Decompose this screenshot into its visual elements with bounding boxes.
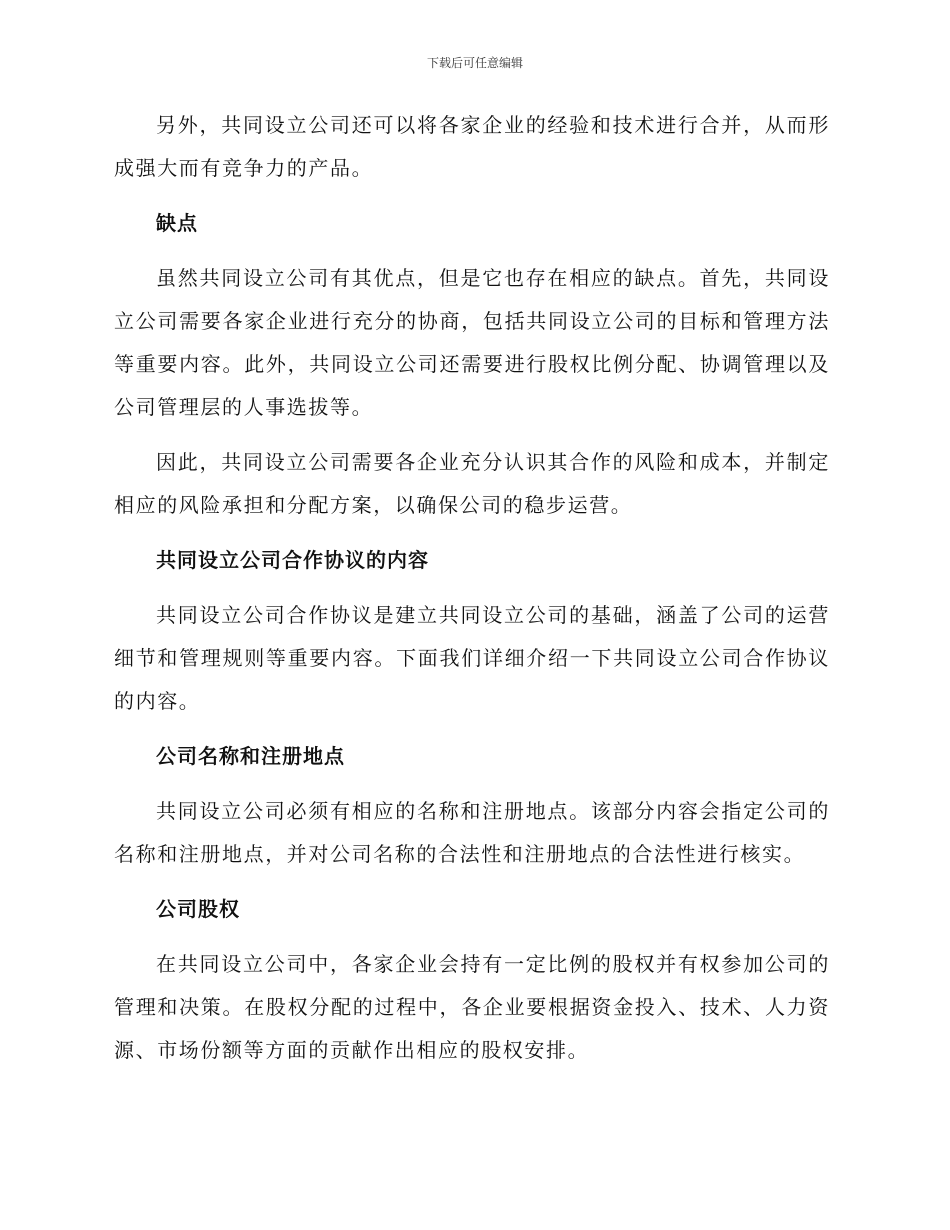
paragraph-company-name-location: 共同设立公司必须有相应的名称和注册地点。该部分内容会指定公司的名称和注册地点，并对公司名称的合法性和注册地点的合法性进行核实。 [114, 799, 830, 866]
paragraph-risk-cost: 因此，共同设立公司需要各企业充分认识其合作的风险和成本，并制定相应的风险承担和分配方案，以确保公司的稳步运营。 [114, 450, 830, 517]
paragraph-company-equity: 在共同设立公司中，各家企业会持有一定比例的股权并有权参加公司的管理和决策。在股权分配的过程中，各企业要根据资金投入、技术、人力资源、市场份额等方面的贡献作出相应的股权安排。 [114, 952, 830, 1062]
paragraph-disadvantages: 虽然共同设立公司有其优点，但是它也存在相应的缺点。首先，共同设立公司需要各家企业进行充分的协商，包括共同设立公司的目标和管理方法等重要内容。此外，共同设立公司还需要进行股权比例分配、协调管理以及公司管理层的人事选拔等。 [114, 266, 830, 419]
paragraph-agreement-intro: 共同设立公司合作协议是建立共同设立公司的基础，涵盖了公司的运营细节和管理规则等重要内容。下面我们详细介绍一下共同设立公司合作协议的内容。 [114, 603, 830, 713]
heading-agreement-content: 共同设立公司合作协议的内容 [156, 548, 429, 572]
heading-company-name-location: 公司名称和注册地点 [156, 744, 345, 768]
page-header: 下载后可任意编辑 [426, 56, 523, 70]
heading-disadvantages: 缺点 [156, 211, 198, 235]
heading-company-equity: 公司股权 [156, 897, 240, 921]
document-body [114, 104, 830, 1084]
paragraph-experience-merge: 另外，共同设立公司还可以将各家企业的经验和技术进行合并，从而形成强大而有竞争力的产品。 [114, 113, 830, 180]
